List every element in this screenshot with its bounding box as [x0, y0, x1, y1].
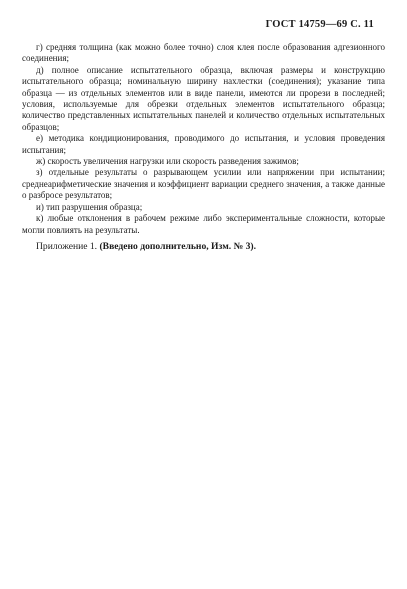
list-item-d: д) полное описание испытательного образца, включая размеры и конструкцию испытательного образца; номинальную ширину нахлестки (соединения); указание типа образца — из отдельных элементов или в виде панели, имеются ли прорези в последней; условия, используемые для обрезки отдельных элементов испытательного образца; количество представленных испытательных панелей и количество отдельных испытательных образцов; [22, 64, 385, 132]
appendix-note [22, 241, 385, 252]
document-body [22, 42, 385, 252]
list-item-zh: ж) скорость увеличения нагрузки или скорость разведения зажимов; [36, 156, 299, 167]
list-item-z: з) отдельные результаты о разрывающем усилии или напряжении при испытании; среднеарифметические значения и коэффициент вариации среднего значения, а также данные о разбросе результатов; [22, 167, 385, 201]
list-item-e: е) методика кондиционирования, проводимого до испытания, и условия проведения испытания; [22, 133, 385, 155]
list-item-k: к) любые отклонения в рабочем режиме либо экспериментальные сложности, которые могли повлиять на результаты. [22, 213, 385, 235]
list-item-g: г) средняя толщина (как можно более точно) слоя клея после образования адгезионного соединения; [22, 42, 385, 64]
appendix-prefix: Приложение 1. [36, 240, 100, 252]
page-header: ГОСТ 14759—69 С. 11 [265, 19, 374, 30]
list-item-i: и) тип разрушения образца; [36, 201, 143, 212]
appendix-amendment: (Введено дополнительно, Изм. № 3). [99, 240, 257, 252]
